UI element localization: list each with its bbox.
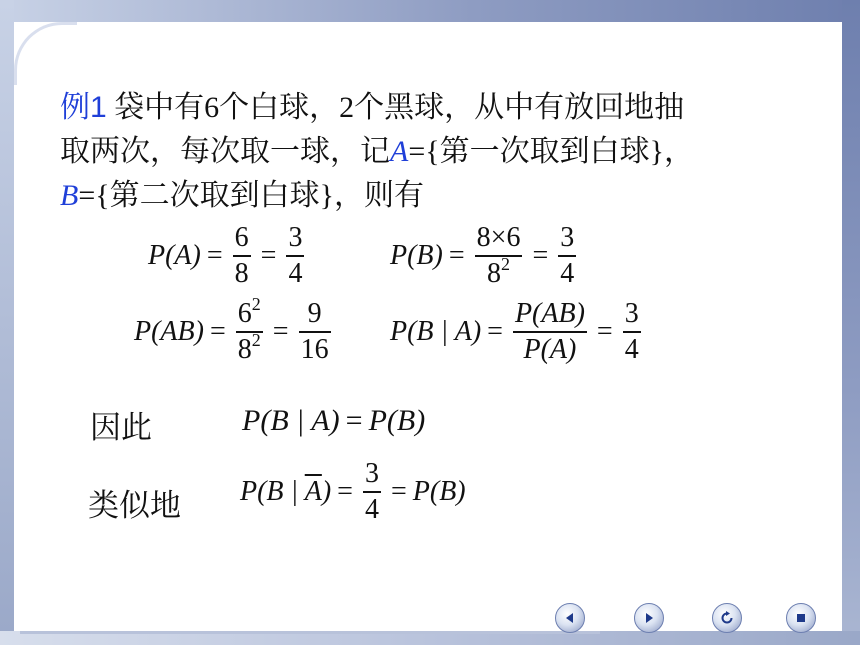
example-line2-suffix: ={第一次取到白球}，: [408, 135, 695, 168]
equation-pab-equals-1: =: [209, 315, 226, 347]
slide-corner-decoration: [14, 22, 77, 85]
fraction-bar: [475, 255, 523, 257]
equation-pb-given-a-lhs: P(B | A): [390, 315, 482, 347]
fraction-denominator: [236, 329, 263, 366]
complement-a-symbol: $\overline{A}$: [304, 475, 322, 507]
example-text: [60, 86, 800, 218]
therefore-equals: =: [345, 404, 363, 437]
fraction-numerator: 6: [234, 222, 249, 253]
equation-pab-equals-2: =: [272, 315, 289, 347]
equation-pb-fraction-2: [558, 222, 576, 290]
base: 6: [237, 298, 252, 329]
example-line2-prefix: 取两次，每次取一球，记: [60, 135, 390, 168]
fraction-denominator: 4: [560, 257, 575, 289]
fraction-numerator: 3: [560, 222, 575, 253]
lhs-prefix: P(B |: [240, 475, 305, 507]
exponent: 2: [251, 294, 261, 314]
similarly-lhs: [240, 476, 331, 508]
next-triangle-icon: [642, 611, 656, 625]
equation-pb-given-a-fraction-1: [513, 298, 587, 366]
window-frame-top: [0, 0, 860, 22]
fraction-numerator: 3: [624, 298, 639, 329]
example-line-3: [60, 174, 800, 218]
equation-pa-equals-1: =: [206, 239, 223, 271]
equation-pb-given-a: [390, 298, 645, 366]
equation-pab-fraction-2: [299, 298, 331, 366]
prev-slide-button[interactable]: [555, 603, 585, 633]
equation-pab-lhs: P(AB): [134, 315, 204, 347]
fraction-numerator: 9: [307, 298, 322, 329]
similarly-word: 类似地: [88, 488, 181, 523]
equation-pab: [134, 294, 335, 366]
equation-pb-lhs: P(B): [390, 239, 443, 271]
equation-pb-fraction-1: [475, 222, 523, 290]
fraction-denominator: 16: [300, 333, 329, 365]
equation-pb: [390, 222, 580, 290]
fraction-denominator: 4: [364, 493, 379, 525]
base: 8: [237, 333, 252, 365]
window-frame-left: [0, 0, 14, 645]
event-a-symbol: A: [390, 135, 409, 168]
equation-pb-equals-1: =: [448, 239, 465, 271]
equation-pa: [148, 222, 308, 290]
lhs-suffix: ): [321, 475, 332, 507]
fraction-denominator: [485, 253, 512, 290]
fraction-numerator: 3: [364, 458, 379, 489]
equation-pb-given-a-fraction-2: [623, 298, 641, 366]
equation-pa-equals-2: =: [260, 239, 277, 271]
stop-button[interactable]: [786, 603, 816, 633]
equation-pb-equals-2: =: [532, 239, 549, 271]
fraction-bar: [363, 491, 381, 493]
example-label: 例1: [60, 91, 107, 124]
therefore-equation: [242, 404, 425, 438]
similarly-equals-1: =: [337, 475, 353, 507]
exponent: 2: [251, 329, 261, 350]
fraction-numerator: [236, 294, 263, 330]
replay-button[interactable]: [712, 603, 742, 633]
similarly-fraction: [363, 458, 381, 526]
example-line-1: [60, 86, 800, 130]
similarly-equals-2: =: [390, 475, 407, 507]
fraction-denominator: 4: [288, 257, 303, 289]
equation-pa-fraction-1: [233, 222, 251, 290]
equation-pab-fraction-1: [236, 294, 263, 366]
equation-pa-lhs: P(A): [148, 239, 201, 271]
event-b-symbol: B: [60, 179, 79, 212]
fraction-denominator: 4: [624, 333, 639, 365]
fraction-denominator: P(A): [523, 333, 577, 365]
fraction-denominator: 8: [234, 257, 249, 289]
equation-pa-fraction-2: [286, 222, 304, 290]
replay-icon: [719, 610, 735, 626]
similarly-rhs: P(B): [412, 475, 466, 507]
fraction-bar: [233, 255, 251, 257]
fraction-bar: [299, 331, 331, 333]
fraction-numerator: 3: [288, 222, 303, 253]
bottom-divider: [20, 631, 600, 634]
example-line1-text: 袋中有6个白球，2个黑球，从中有放回地抽: [114, 91, 685, 124]
therefore-lhs: P(B | A): [242, 404, 340, 437]
fraction-numerator: 8×6: [476, 222, 521, 253]
exponent: 2: [501, 253, 511, 274]
fraction-bar: [558, 255, 576, 257]
base: 8: [487, 257, 502, 289]
example-line3-suffix: ={第二次取到白球}，则有: [78, 179, 425, 212]
similarly-equation: [240, 458, 466, 526]
equation-pb-given-a-equals-2: =: [596, 315, 613, 347]
equation-pb-given-a-equals-1: =: [487, 315, 503, 347]
fraction-numerator: P(AB): [514, 298, 585, 329]
stop-square-icon: [795, 612, 807, 624]
window-frame-right: [842, 0, 860, 645]
fraction-bar: [623, 331, 641, 333]
fraction-bar: [286, 255, 304, 257]
therefore-rhs: P(B): [368, 404, 426, 437]
prev-triangle-icon: [563, 611, 577, 625]
therefore-word: 因此: [90, 410, 152, 445]
example-line-2: [60, 130, 800, 174]
next-slide-button[interactable]: [634, 603, 664, 633]
fraction-bar: [513, 331, 587, 333]
